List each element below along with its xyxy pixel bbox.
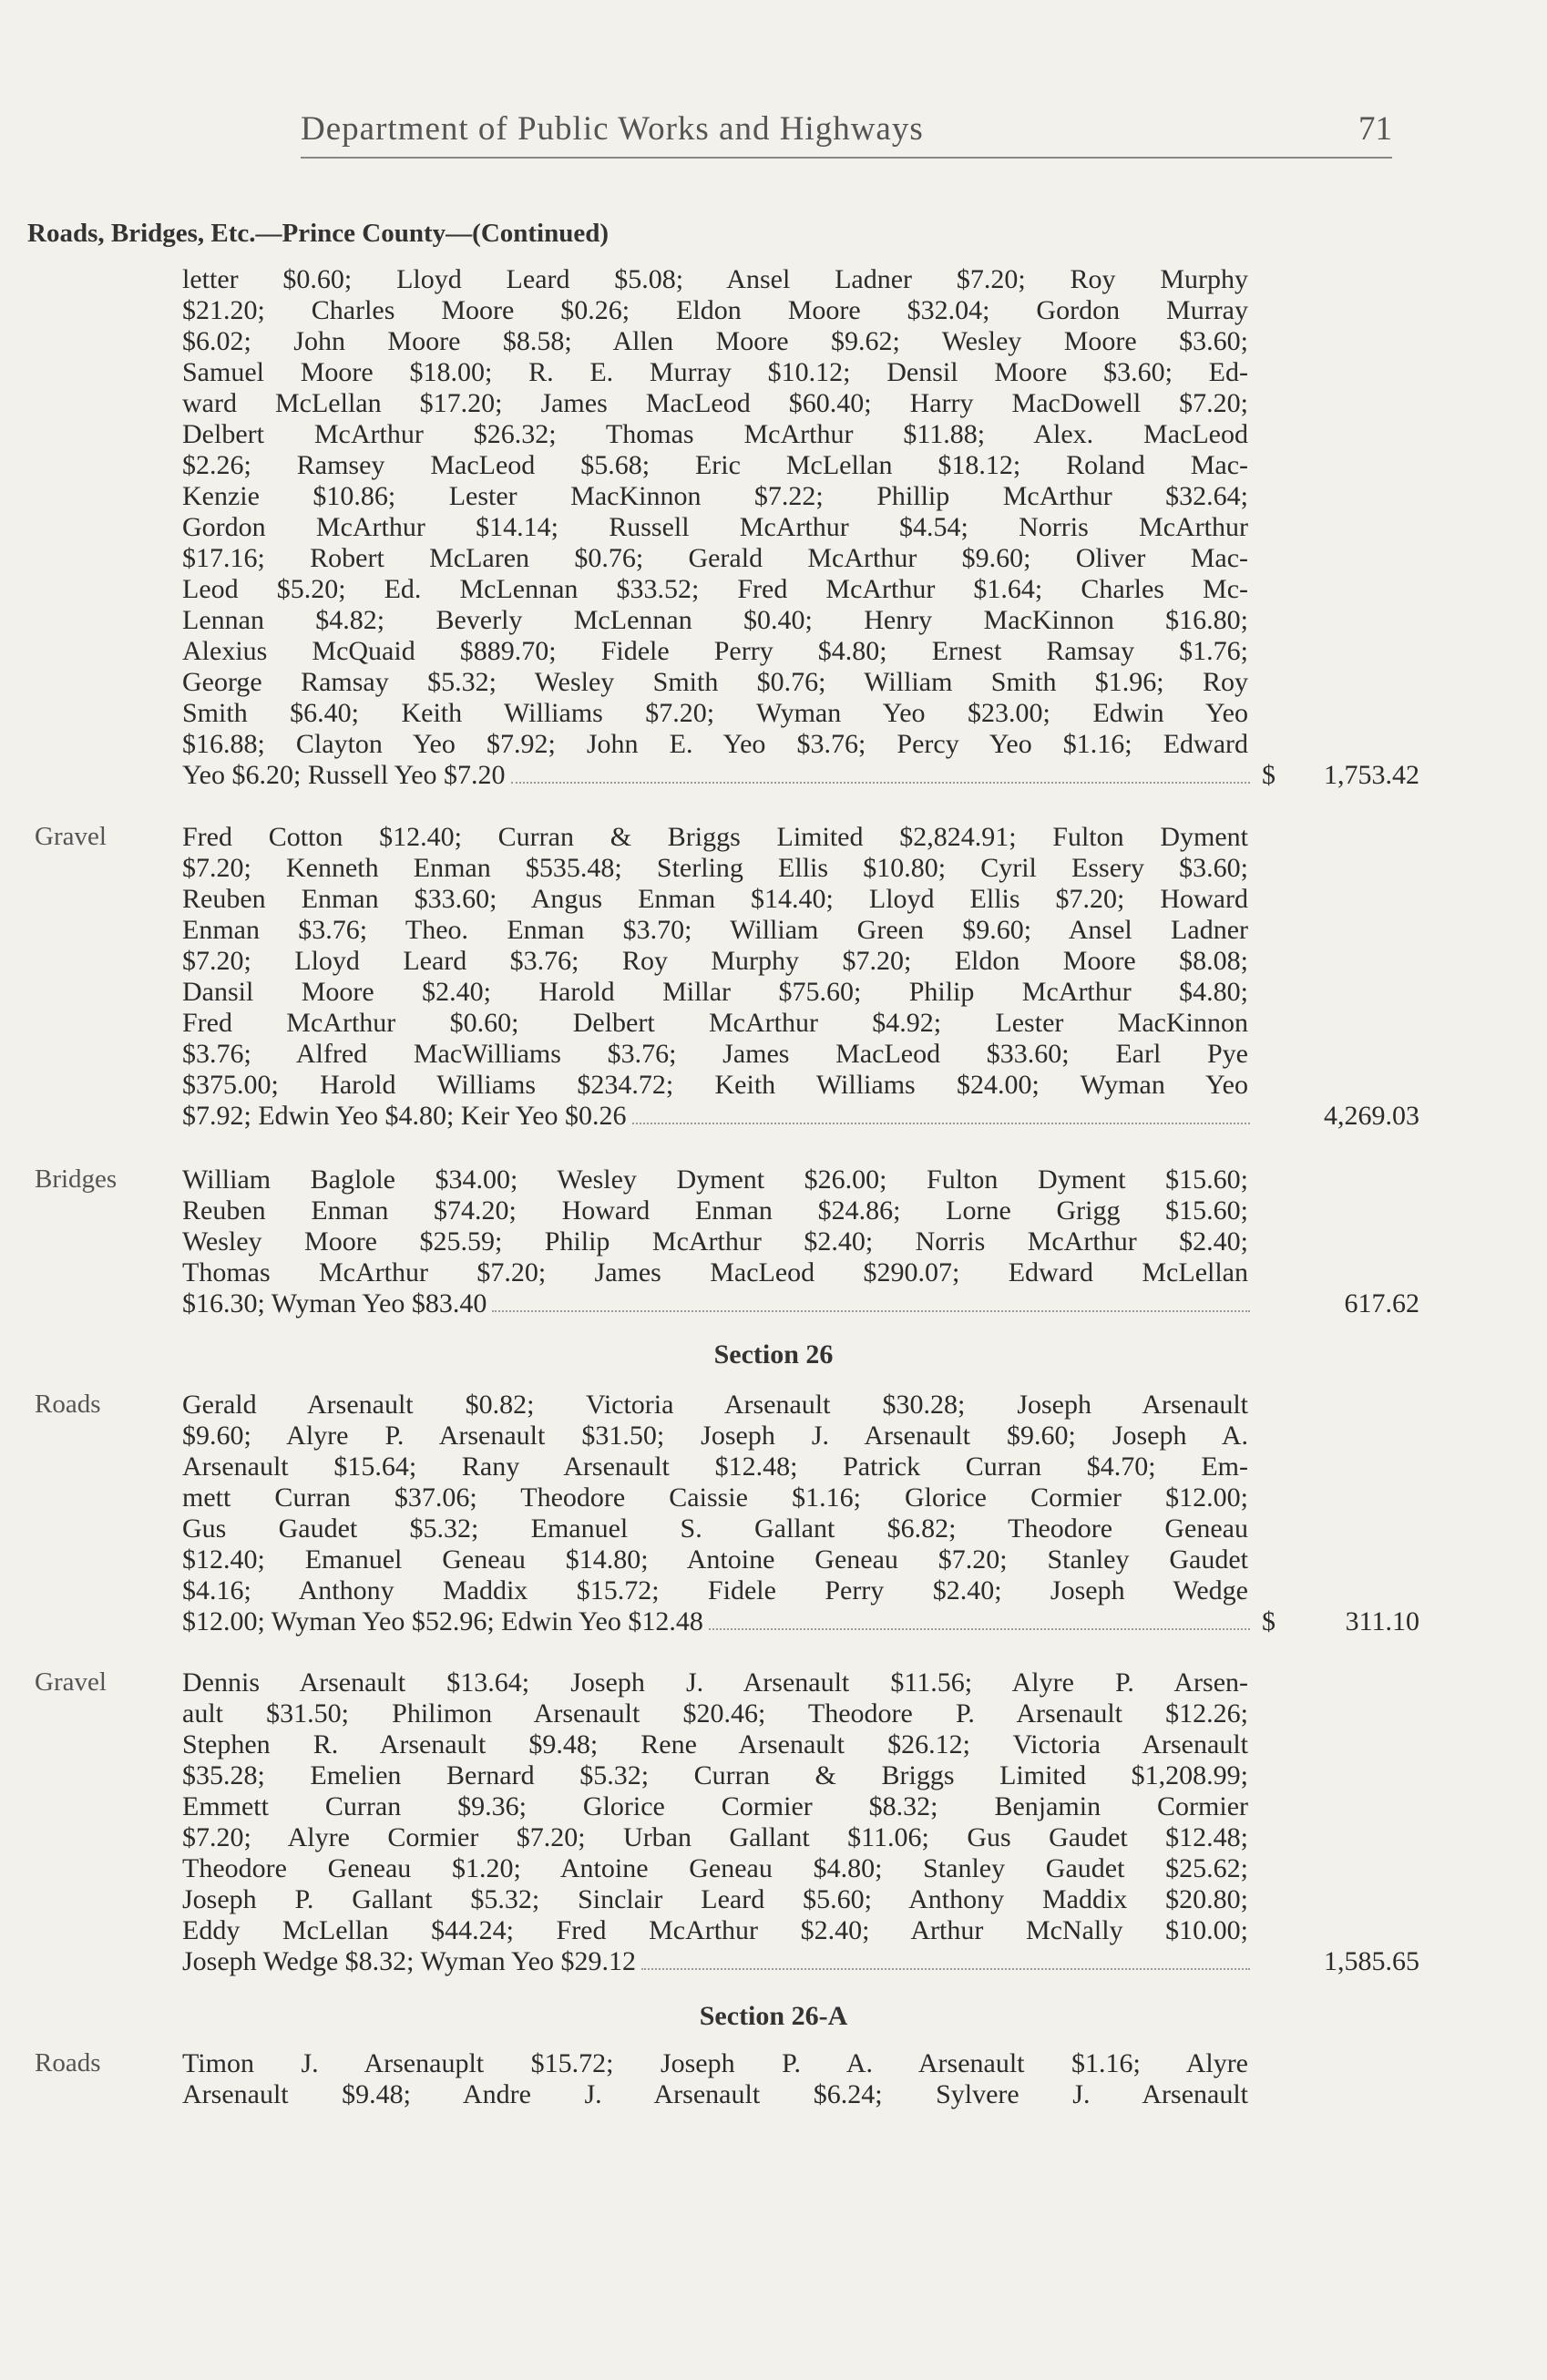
page-title: Department of Public Works and Highways xyxy=(301,110,924,148)
header-rule xyxy=(301,157,1392,159)
text-line: Reuben Enman $33.60; Angus Enman $14.40; Lloyd Ellis $7.20; Howard xyxy=(182,884,1248,914)
block-total: 1,753.42 xyxy=(1324,760,1419,790)
block-total: 1,585.65 xyxy=(1324,1946,1419,1976)
text-line: letter $0.60; Lloyd Leard $5.08; Ansel Ladner $7.20; Roy Murphy xyxy=(182,264,1248,294)
text-line: Wesley Moore $25.59; Philip McArthur $2.40; Norris McArthur $2.40; xyxy=(182,1226,1248,1257)
text-line: ward McLellan $17.20; James MacLeod $60.40; Harry MacDowell $7.20; xyxy=(182,388,1248,418)
currency-sign: $ xyxy=(1262,1606,1276,1636)
text-line: Alexius McQuaid $889.70; Fidele Perry $4.80; Ernest Ramsay $1.76; xyxy=(182,636,1248,666)
dot-leader xyxy=(511,782,1250,784)
text-line: Eddy McLellan $44.24; Fred McArthur $2.40; Arthur McNally $10.00; xyxy=(182,1915,1248,1945)
text-line: Arsenault $9.48; Andre J. Arsenault $6.24; Sylvere J. Arsenault xyxy=(182,2079,1248,2109)
dot-leader xyxy=(632,1123,1250,1124)
section-heading: Section 26-A xyxy=(699,2001,848,2031)
dot-leader xyxy=(641,1968,1250,1970)
text-line: Lennan $4.82; Beverly McLennan $0.40; Henry MacKinnon $16.80; xyxy=(182,605,1248,635)
text-line: $16.30; Wyman Yeo $83.40 xyxy=(182,1288,487,1318)
text-line: George Ramsay $5.32; Wesley Smith $0.76; William Smith $1.96; Roy xyxy=(182,667,1248,697)
text-line: $35.28; Emelien Bernard $5.32; Curran & Briggs Limited $1,208.99; xyxy=(182,1760,1248,1790)
text-line: ault $31.50; Philimon Arsenault $20.46; Theodore P. Arsenault $12.26; xyxy=(182,1698,1248,1729)
text-line: mett Curran $37.06; Theodore Caissie $1.16; Glorice Cormier $12.00; xyxy=(182,1482,1248,1513)
last-line-with-leader xyxy=(182,1288,1257,1319)
text-line: $7.20; Kenneth Enman $535.48; Sterling Ellis $10.80; Cyril Essery $3.60; xyxy=(182,853,1248,883)
text-line: Theodore Geneau $1.20; Antoine Geneau $4.80; Stanley Gaudet $25.62; xyxy=(182,1853,1248,1883)
text-line: Timon J. Arsenauplt $15.72; Joseph P. A. Arsenault $1.16; Alyre xyxy=(182,2048,1248,2078)
text-line: $9.60; Alyre P. Arsenault $31.50; Joseph J. Arsenault $9.60; Joseph A. xyxy=(182,1421,1248,1451)
text-line: $17.16; Robert McLaren $0.76; Gerald McArthur $9.60; Oliver Mac- xyxy=(182,543,1248,573)
text-line: Samuel Moore $18.00; R. E. Murray $10.12; Densil Moore $3.60; Ed- xyxy=(182,357,1248,387)
text-line: Arsenault $15.64; Rany Arsenault $12.48; Patrick Curran $4.70; Em- xyxy=(182,1452,1248,1482)
last-line-with-leader xyxy=(182,1101,1257,1132)
text-line: $16.88; Clayton Yeo $7.92; John E. Yeo $3.76; Percy Yeo $1.16; Edward xyxy=(182,729,1248,759)
last-line-with-leader xyxy=(182,760,1257,791)
text-line: $7.20; Alyre Cormier $7.20; Urban Gallant $11.06; Gus Gaudet $12.48; xyxy=(182,1822,1248,1852)
text-line: $4.16; Anthony Maddix $15.72; Fidele Perry $2.40; Joseph Wedge xyxy=(182,1575,1248,1605)
text-line: Yeo $6.20; Russell Yeo $7.20 xyxy=(182,760,506,790)
text-line: Fred Cotton $12.40; Curran & Briggs Limited $2,824.91; Fulton Dyment xyxy=(182,822,1248,852)
block-total: 311.10 xyxy=(1345,1606,1419,1636)
text-line: Dansil Moore $2.40; Harold Millar $75.60; Philip McArthur $4.80; xyxy=(182,977,1248,1007)
text-line: $3.76; Alfred MacWilliams $3.76; James MacLeod $33.60; Earl Pye xyxy=(182,1039,1248,1069)
text-line: $375.00; Harold Williams $234.72; Keith Williams $24.00; Wyman Yeo xyxy=(182,1070,1248,1100)
running-head: Roads, Bridges, Etc.—Prince County—(Continued) xyxy=(27,219,610,248)
text-line: $21.20; Charles Moore $0.26; Eldon Moore $32.04; Gordon Murray xyxy=(182,295,1248,325)
text-line: Dennis Arsenault $13.64; Joseph J. Arsenault $11.56; Alyre P. Arsen- xyxy=(182,1667,1248,1698)
dot-leader xyxy=(709,1628,1250,1630)
text-line: $2.26; Ramsey MacLeod $5.68; Eric McLellan $18.12; Roland Mac- xyxy=(182,450,1248,480)
text-line: William Baglole $34.00; Wesley Dyment $26.00; Fulton Dyment $15.60; xyxy=(182,1164,1248,1195)
text-line: $7.92; Edwin Yeo $4.80; Keir Yeo $0.26 xyxy=(182,1101,627,1131)
text-line: Smith $6.40; Keith Williams $7.20; Wyman Yeo $23.00; Edwin Yeo xyxy=(182,698,1248,728)
page-number: 71 xyxy=(1358,110,1392,148)
block-label: Bridges xyxy=(35,1164,118,1194)
last-line-with-leader xyxy=(182,1946,1257,1977)
block-label: Gravel xyxy=(35,822,107,851)
text-line: Joseph P. Gallant $5.32; Sinclair Leard $5.60; Anthony Maddix $20.80; xyxy=(182,1884,1248,1914)
text-line: $12.40; Emanuel Geneau $14.80; Antoine Geneau $7.20; Stanley Gaudet xyxy=(182,1544,1248,1575)
text-line: $6.02; John Moore $8.58; Allen Moore $9.62; Wesley Moore $3.60; xyxy=(182,326,1248,356)
text-line: Joseph Wedge $8.32; Wyman Yeo $29.12 xyxy=(182,1946,636,1976)
text-line: $12.00; Wyman Yeo $52.96; Edwin Yeo $12.48 xyxy=(182,1606,703,1636)
dot-leader xyxy=(492,1310,1250,1312)
text-line: Gus Gaudet $5.32; Emanuel S. Gallant $6.82; Theodore Geneau xyxy=(182,1513,1248,1544)
section-heading: Section 26 xyxy=(713,1339,834,1370)
last-line-with-leader xyxy=(182,1606,1257,1637)
text-line: Gerald Arsenault $0.82; Victoria Arsenault $30.28; Joseph Arsenault xyxy=(182,1390,1248,1420)
text-line: Fred McArthur $0.60; Delbert McArthur $4.92; Lester MacKinnon xyxy=(182,1008,1248,1038)
page-header xyxy=(0,109,1547,164)
block-label: Gravel xyxy=(35,1667,107,1697)
text-line: $7.20; Lloyd Leard $3.76; Roy Murphy $7.20; Eldon Moore $8.08; xyxy=(182,946,1248,976)
block-total: 617.62 xyxy=(1344,1288,1419,1318)
text-line: Reuben Enman $74.20; Howard Enman $24.86; Lorne Grigg $15.60; xyxy=(182,1195,1248,1226)
currency-sign: $ xyxy=(1262,760,1276,790)
text-line: Thomas McArthur $7.20; James MacLeod $290.07; Edward McLellan xyxy=(182,1257,1248,1287)
text-line: Enman $3.76; Theo. Enman $3.70; William Green $9.60; Ansel Ladner xyxy=(182,915,1248,945)
text-line: Leod $5.20; Ed. McLennan $33.52; Fred McArthur $1.64; Charles Mc- xyxy=(182,574,1248,604)
text-line: Gordon McArthur $14.14; Russell McArthur $4.54; Norris McArthur xyxy=(182,512,1248,542)
text-line: Kenzie $10.86; Lester MacKinnon $7.22; Phillip McArthur $32.64; xyxy=(182,481,1248,511)
block-total: 4,269.03 xyxy=(1324,1101,1419,1131)
text-line: Delbert McArthur $26.32; Thomas McArthur $11.88; Alex. MacLeod xyxy=(182,419,1248,449)
text-line: Emmett Curran $9.36; Glorice Cormier $8.32; Benjamin Cormier xyxy=(182,1791,1248,1821)
text-line: Stephen R. Arsenault $9.48; Rene Arsenault $26.12; Victoria Arsenault xyxy=(182,1729,1248,1759)
block-label: Roads xyxy=(35,2048,101,2077)
block-label: Roads xyxy=(35,1390,101,1419)
